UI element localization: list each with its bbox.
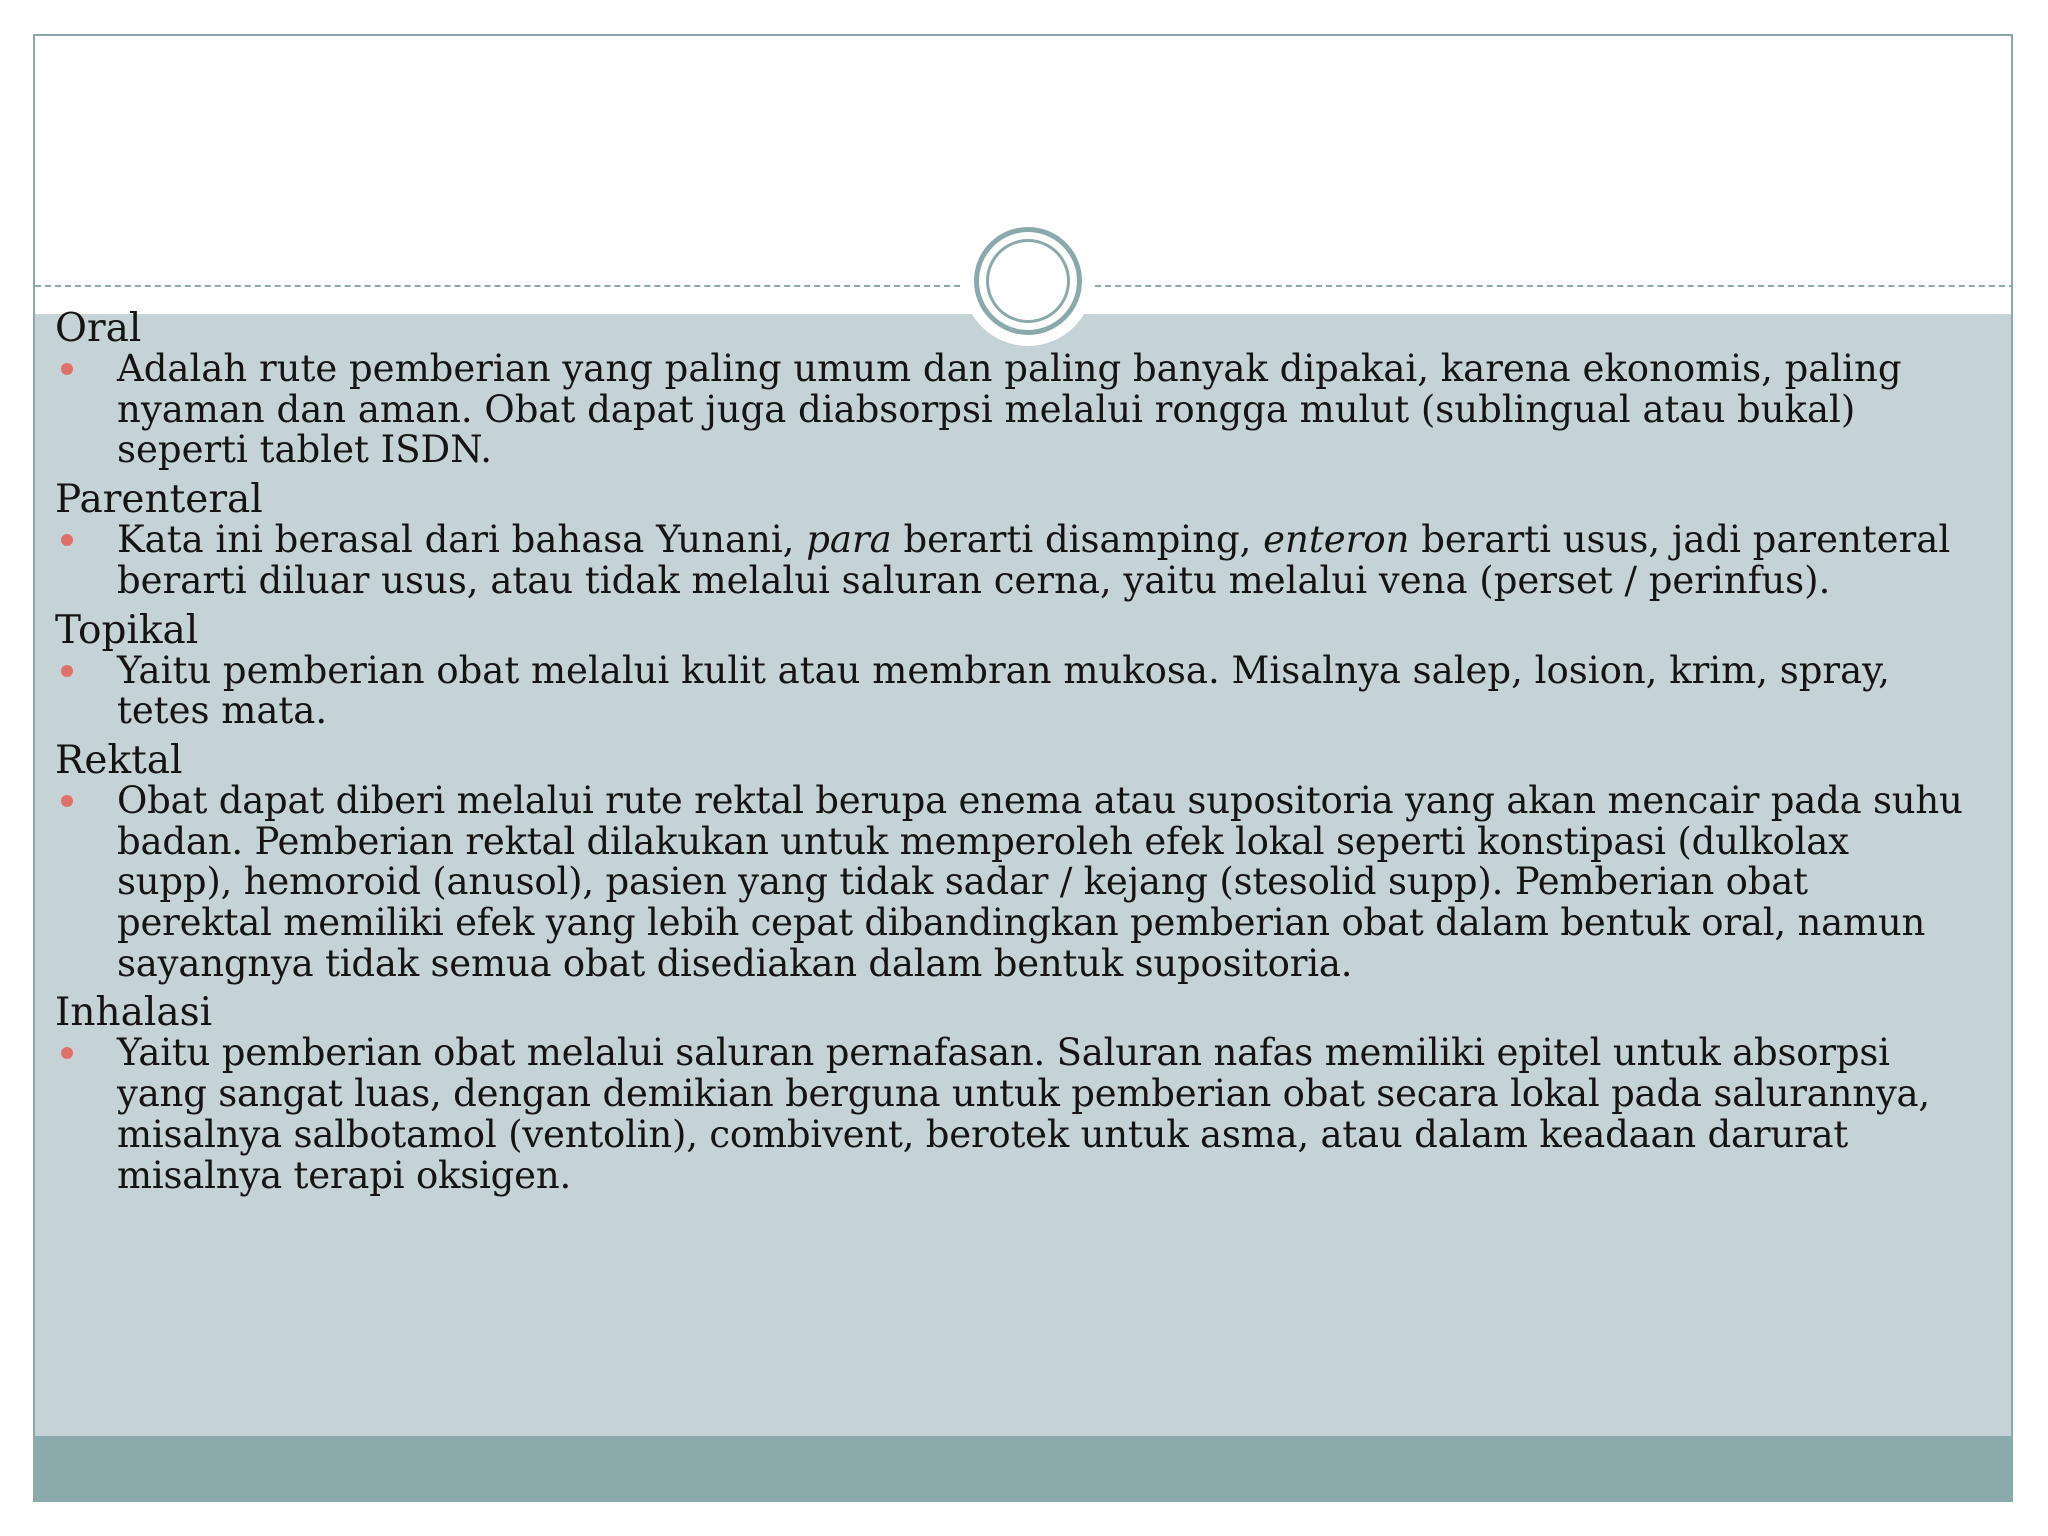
bullet-dot-icon (61, 363, 73, 375)
body-text (55, 308, 1965, 1204)
divider-line-left (35, 285, 960, 287)
heading-inhalasi: Inhalasi (55, 990, 213, 1036)
bullet-topikal (55, 648, 1965, 733)
bullet-italic-term: para (806, 518, 892, 562)
heading-rektal: Rektal (55, 737, 183, 783)
heading-oral: Oral (55, 306, 142, 351)
bullet-text: Yaitu pemberian obat melalui kulit atau membran mukosa. Misalnya salep, losion, krim, spray, tetes mata. (117, 648, 1890, 733)
bullet-text: berarti disamping, (891, 518, 1264, 562)
bullet-text: Yaitu pemberian obat melalui saluran pernafasan. Saluran nafas memiliki epitel untuk absorpsi yang sangat luas, dengan demikian berguna untuk pemberian obat secara lokal pada salurannya, misalnya salbotamol (ventolin), combivent, berotek untuk asma, atau dalam keadaan darurat misalnya terapi oksigen. (117, 1031, 1930, 1197)
bullet-italic-term: enteron (1263, 518, 1410, 562)
bullet-parenteral (55, 520, 1965, 601)
divider-line-right (1095, 285, 2013, 287)
footer-band (35, 1436, 2011, 1502)
bullet-text: Adalah rute pemberian yang paling umum dan paling banyak dipakai, karena ekonomis, paling nyaman dan aman. Obat dapat juga diabsorpsi melalui rongga mulut (sublingual atau bukal) seperti tablet ISDN. (117, 347, 1902, 472)
heading-topikal: Topikal (55, 607, 199, 653)
bullet-text: berarti usus, jadi parenteral berarti diluar usus, atau tidak melalui saluran cerna, yaitu melalui vena (perset / perinfus). (117, 518, 1951, 602)
bullet-oral (55, 349, 1965, 471)
bullet-inhalasi (55, 1033, 1965, 1196)
heading-parenteral: Parenteral (55, 477, 263, 523)
bullet-dot-icon (61, 1047, 73, 1059)
bullet-rektal (55, 778, 1965, 985)
bullet-dot-icon (61, 795, 73, 807)
bullet-dot-icon (61, 534, 73, 546)
bullet-text: Kata ini berasal dari bahasa Yunani, (117, 518, 807, 562)
bullet-dot-icon (61, 665, 73, 677)
bullet-text: Obat dapat diberi melalui rute rektal berupa enema atau supositoria yang akan mencair pada suhu badan. Pemberian rektal dilakukan untuk memperoleh efek lokal seperti konstipasi (dulkolax supp), hemoroid (anusol), pasien yang tidak sadar / kejang (stesolid supp). Pemberian obat perektal memiliki efek yang lebih cepat dibandingkan pemberian obat dalam bentuk oral, namun sayangnya tidak semua obat disediakan dalam bentuk supositoria. (117, 778, 1963, 985)
